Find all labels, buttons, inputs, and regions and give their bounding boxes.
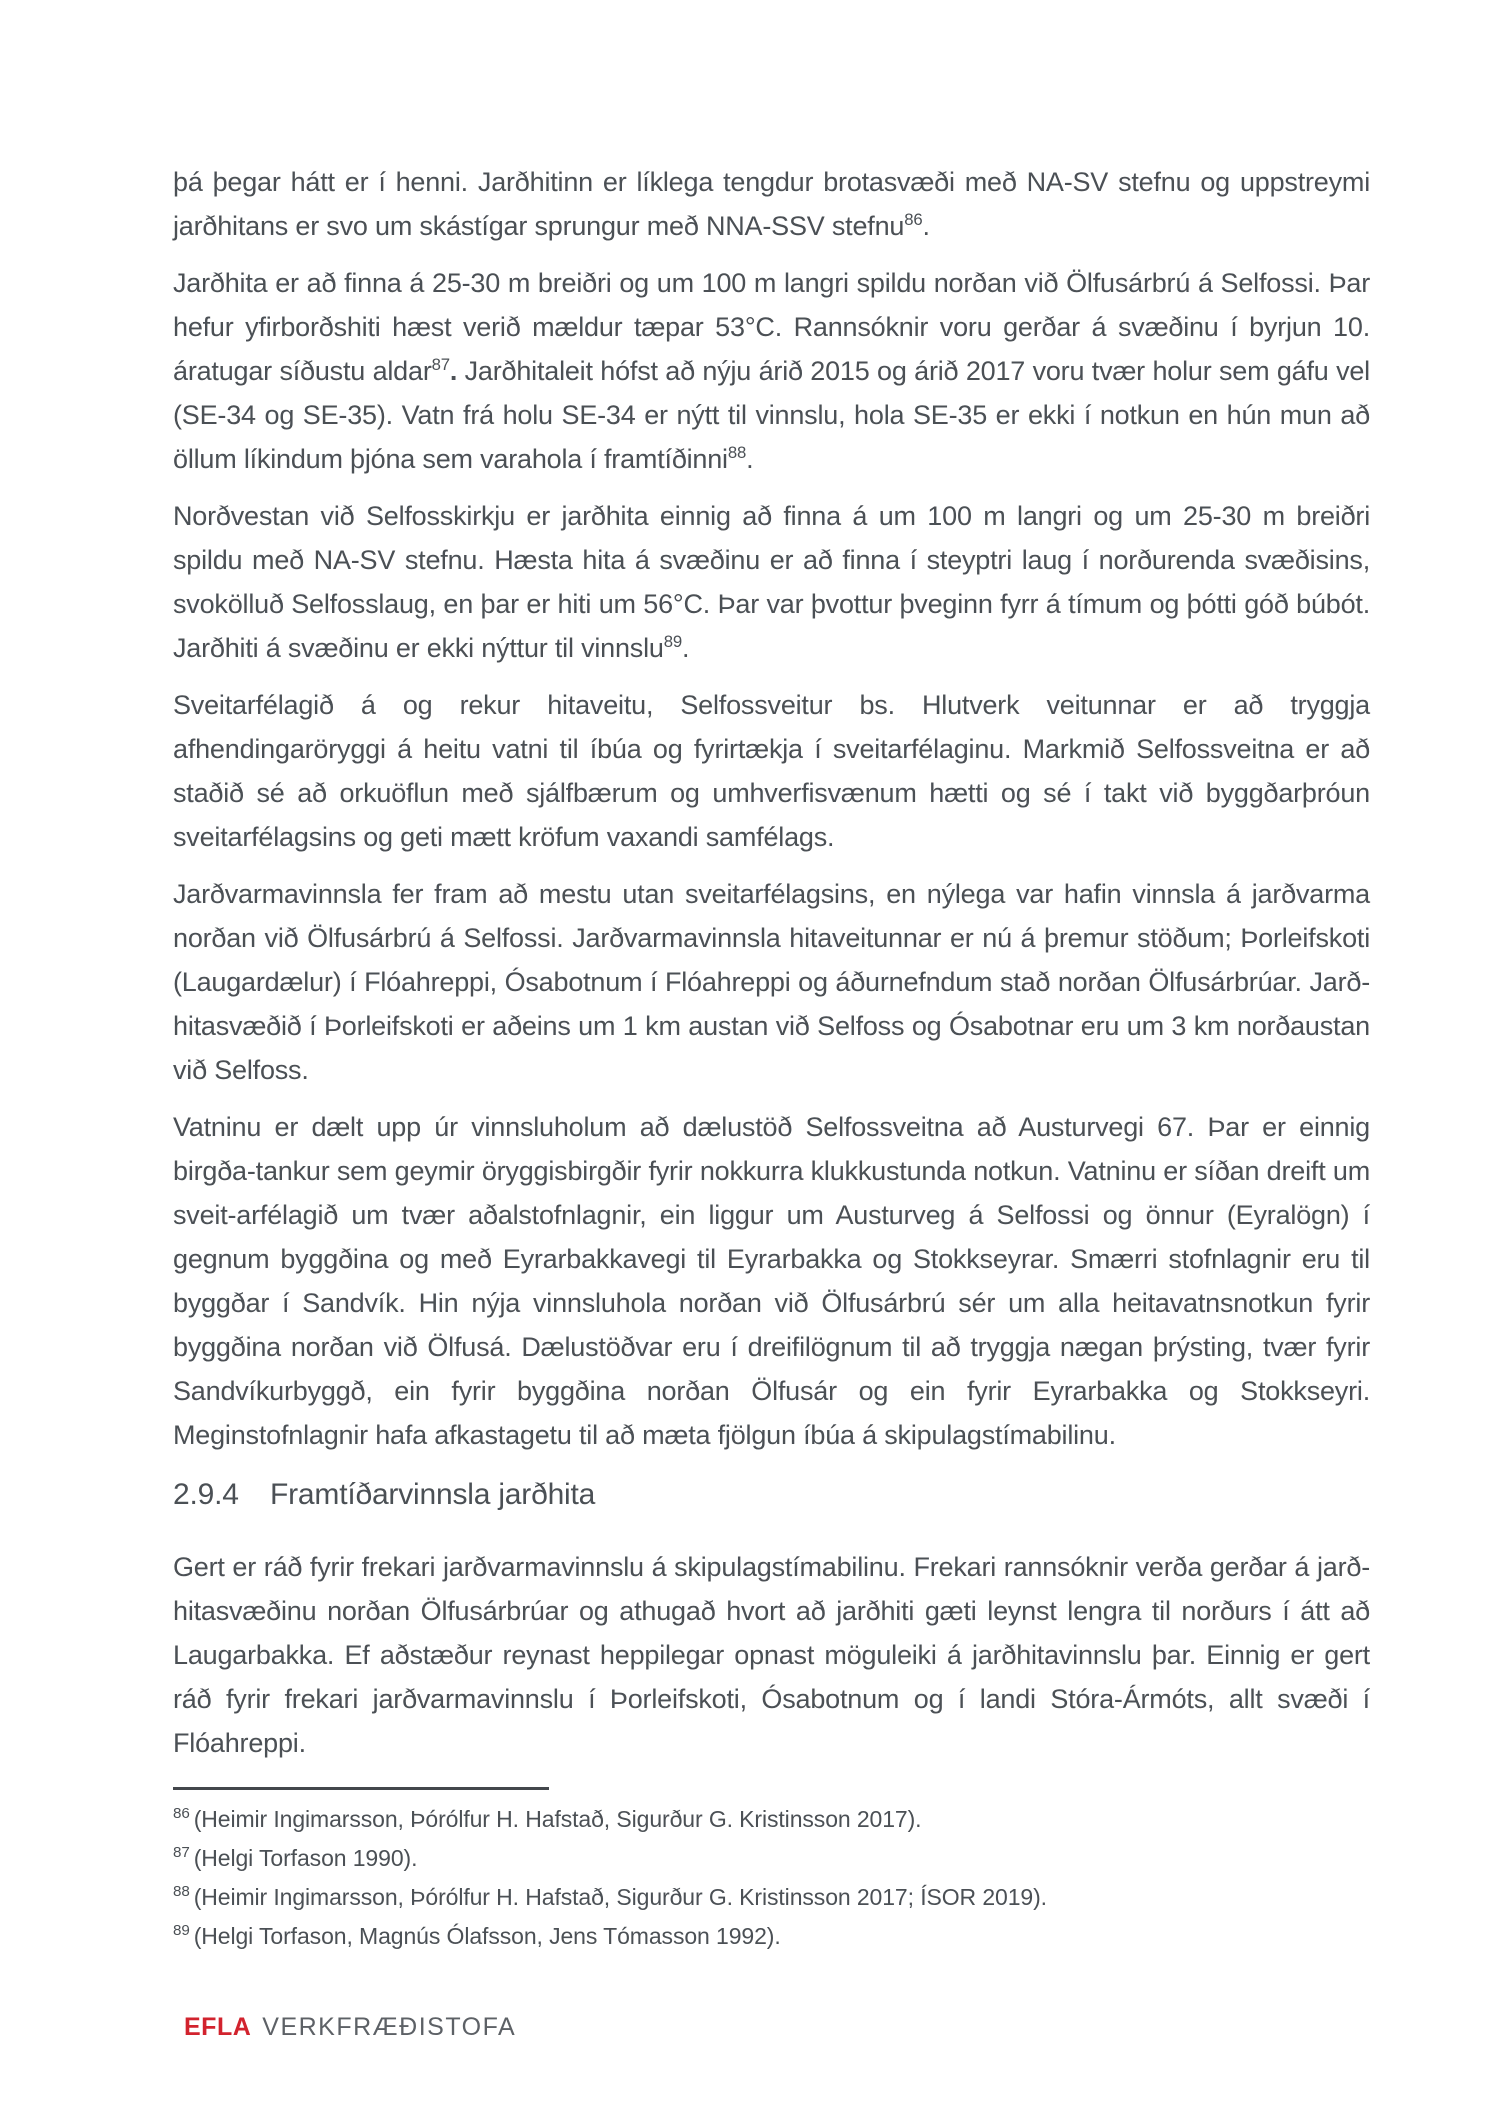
footnote-text: (Helgi Torfason, Magnús Ólafsson, Jens Tómasson 1992). xyxy=(193,1923,781,1949)
footnote xyxy=(173,1839,1370,1878)
footnotes xyxy=(173,1800,1370,1956)
text-run: Jarðvarmavinnsla fer fram að mestu utan sveitarfélagsins, en nýlega var hafin vinnsla á jarðvarma norðan við Ölfusárbrú á Selfossi. Jarðvarmavinnsla hitaveitunnar er nú á þremur stöðum; Þorleifskoti (Laugardælur) í Flóahreppi, Ósabotnum í Flóahreppi og áðurnefndum stað norðan Ölfusárbrúar. Jarð-hitasvæðið í Þorleifskoti er aðeins um 1 km austan við Selfoss og Ósabotnar eru um 3 km norðaustan við Selfoss. xyxy=(173,879,1370,1085)
paragraph xyxy=(173,1545,1370,1765)
footnote-separator xyxy=(173,1787,549,1790)
efla-logo-company-type: VERKFRÆÐISTOFA xyxy=(262,2013,517,2041)
text-run: . xyxy=(681,633,690,663)
footnote-text: (Heimir Ingimarsson, Þórólfur H. Hafstað, Sigurður G. Kristinsson 2017; ÍSOR 2019). xyxy=(193,1884,1047,1910)
text-run: Sveitarfélagið á og rekur hitaveitu, Selfossveitur bs. Hlutverk veitunnar er að tryggja afhendingaröryggi á heitu vatni til íbúa og fyrirtækja í sveitarfélaginu. Markmið Selfossveitna er að staðið sé að orkuöflun með sjálfbærum og umhverfisvænum hætti og sé í takt við byggðarþróun sveitarfélagsins og geti mætt kröfum vaxandi samfélags. xyxy=(173,690,1370,852)
footnote-number: 87 xyxy=(173,1844,190,1862)
body-paragraphs xyxy=(173,160,1370,1457)
paragraph xyxy=(173,494,1370,670)
footnote xyxy=(173,1878,1370,1917)
section-title: Framtíðarvinnsla jarðhita xyxy=(270,1478,596,1511)
text-run: Norðvestan við Selfosskirkju er jarðhita einnig að finna á um 100 m langri og um 25-30 m breiðri spildu með NA-SV stefnu. Hæsta hita á svæðinu er að finna í steyptri laug í norðurenda svæðisins, svokölluð Selfosslaug, en þar er hiti um 56°C. Þar var þvottur þveginn fyrr á tímum og þótti góð búbót. Jarðhiti á svæðinu er ekki nýttur til vinnslu xyxy=(173,501,1370,663)
text-run: Jarðhitaleit hófst að nýju árið 2015 og árið 2017 voru tvær holur sem gáfu vel (SE-34 og SE-35). Vatn frá holu SE-34 er nýtt til vinnslu, hola SE-35 er ekki í notkun en hún mun að öllum líkindum þjóna sem varahola í framtíðinni xyxy=(173,356,1370,474)
section-heading xyxy=(173,1473,1370,1517)
bold-text: . xyxy=(449,356,465,386)
efla-logo xyxy=(184,2010,516,2044)
footnote xyxy=(173,1917,1370,1956)
footnote-reference: 88 xyxy=(727,443,747,462)
paragraph xyxy=(173,261,1370,481)
footnote-text: (Helgi Torfason 1990). xyxy=(193,1845,418,1871)
footnote-text: (Heimir Ingimarsson, Þórólfur H. Hafstað, Sigurður G. Kristinsson 2017). xyxy=(193,1806,922,1832)
footnote xyxy=(173,1800,1370,1839)
paragraph xyxy=(173,1105,1370,1457)
footnote-reference: 86 xyxy=(904,210,923,229)
footnote-reference: 87 xyxy=(431,355,450,374)
page-content xyxy=(173,160,1370,1956)
text-run: . xyxy=(922,211,930,241)
section-number: 2.9.4 xyxy=(173,1478,239,1511)
text-run: . xyxy=(746,444,754,474)
text-run: Vatninu er dælt upp úr vinnsluholum að dælustöð Selfossveitna að Austurvegi 67. Þar er einnig birgða-tankur sem geymir öryggisbirgðir fyrir nokkurra klukkustunda notkun. Vatninu er síðan dreift um sveit-arfélagið um tvær aðalstofnlagnir, ein liggur um Austurveg á Selfossi og önnur (Eyralögn) í gegnum byggðina og með Eyrarbakkavegi til Eyrarbakka og Stokkseyrar. Smærri stofnlagnir eru til byggðar í Sandvík. Hin nýja vinnsluhola norðan við Ölfusárbrú sér um alla heitavatnsnotkun fyrir byggðina norðan við Ölfusá. Dælustöðvar eru í dreifilögnum til að tryggja nægan þrýsting, tvær fyrir Sandvíkurbyggð, ein fyrir byggðina norðan Ölfusár og ein fyrir Eyrarbakka og Stokkseyri. Meginstofnlagnir hafa afkastagetu til að mæta fjölgun íbúa á skipulagstímabilinu. xyxy=(173,1112,1370,1450)
text-run: Gert er ráð fyrir frekari jarðvarmavinnslu á skipulagstímabilinu. Frekari rannsóknir verða gerðar á jarð-hitasvæðinu norðan Ölfusárbrúar og athugað hvort að jarðhiti gæti leynst lengra til norðurs í átt að Laugarbakka. Ef aðstæður reynast heppilegar opnast möguleiki á jarðhitavinnslu þar. Einnig er gert ráð fyrir frekari jarðvarmavinnslu í Þorleifskoti, Ósabotnum og í landi Stóra-Ármóts, allt svæði í Flóahreppi. xyxy=(173,1552,1370,1758)
efla-logo-brand: EFLA xyxy=(184,2013,252,2041)
footnote-number: 89 xyxy=(173,1922,190,1940)
paragraph xyxy=(173,160,1370,248)
footnote-reference: 89 xyxy=(663,632,682,651)
text-run: Jarðhita er að finna á 25-30 m breiðri og um 100 m langri spildu norðan við Ölfusárbrú á Selfossi. Þar hefur yfirborðshiti hæst verið mældur tæpar 53°C. Rannsóknir voru gerðar á svæðinu í byrjun 10. áratugar síðustu aldar xyxy=(173,268,1370,386)
footnote-number: 86 xyxy=(173,1805,190,1823)
paragraph xyxy=(173,683,1370,859)
paragraph xyxy=(173,872,1370,1092)
body-paragraphs-after-heading xyxy=(173,1545,1370,1765)
footnote-number: 88 xyxy=(173,1883,190,1901)
text-run: þá þegar hátt er í henni. Jarðhitinn er líklega tengdur brotasvæði með NA-SV stefnu og uppstreymi jarðhitans er svo um skástígar sprungur með NNA-SSV stefnu xyxy=(173,167,1370,241)
